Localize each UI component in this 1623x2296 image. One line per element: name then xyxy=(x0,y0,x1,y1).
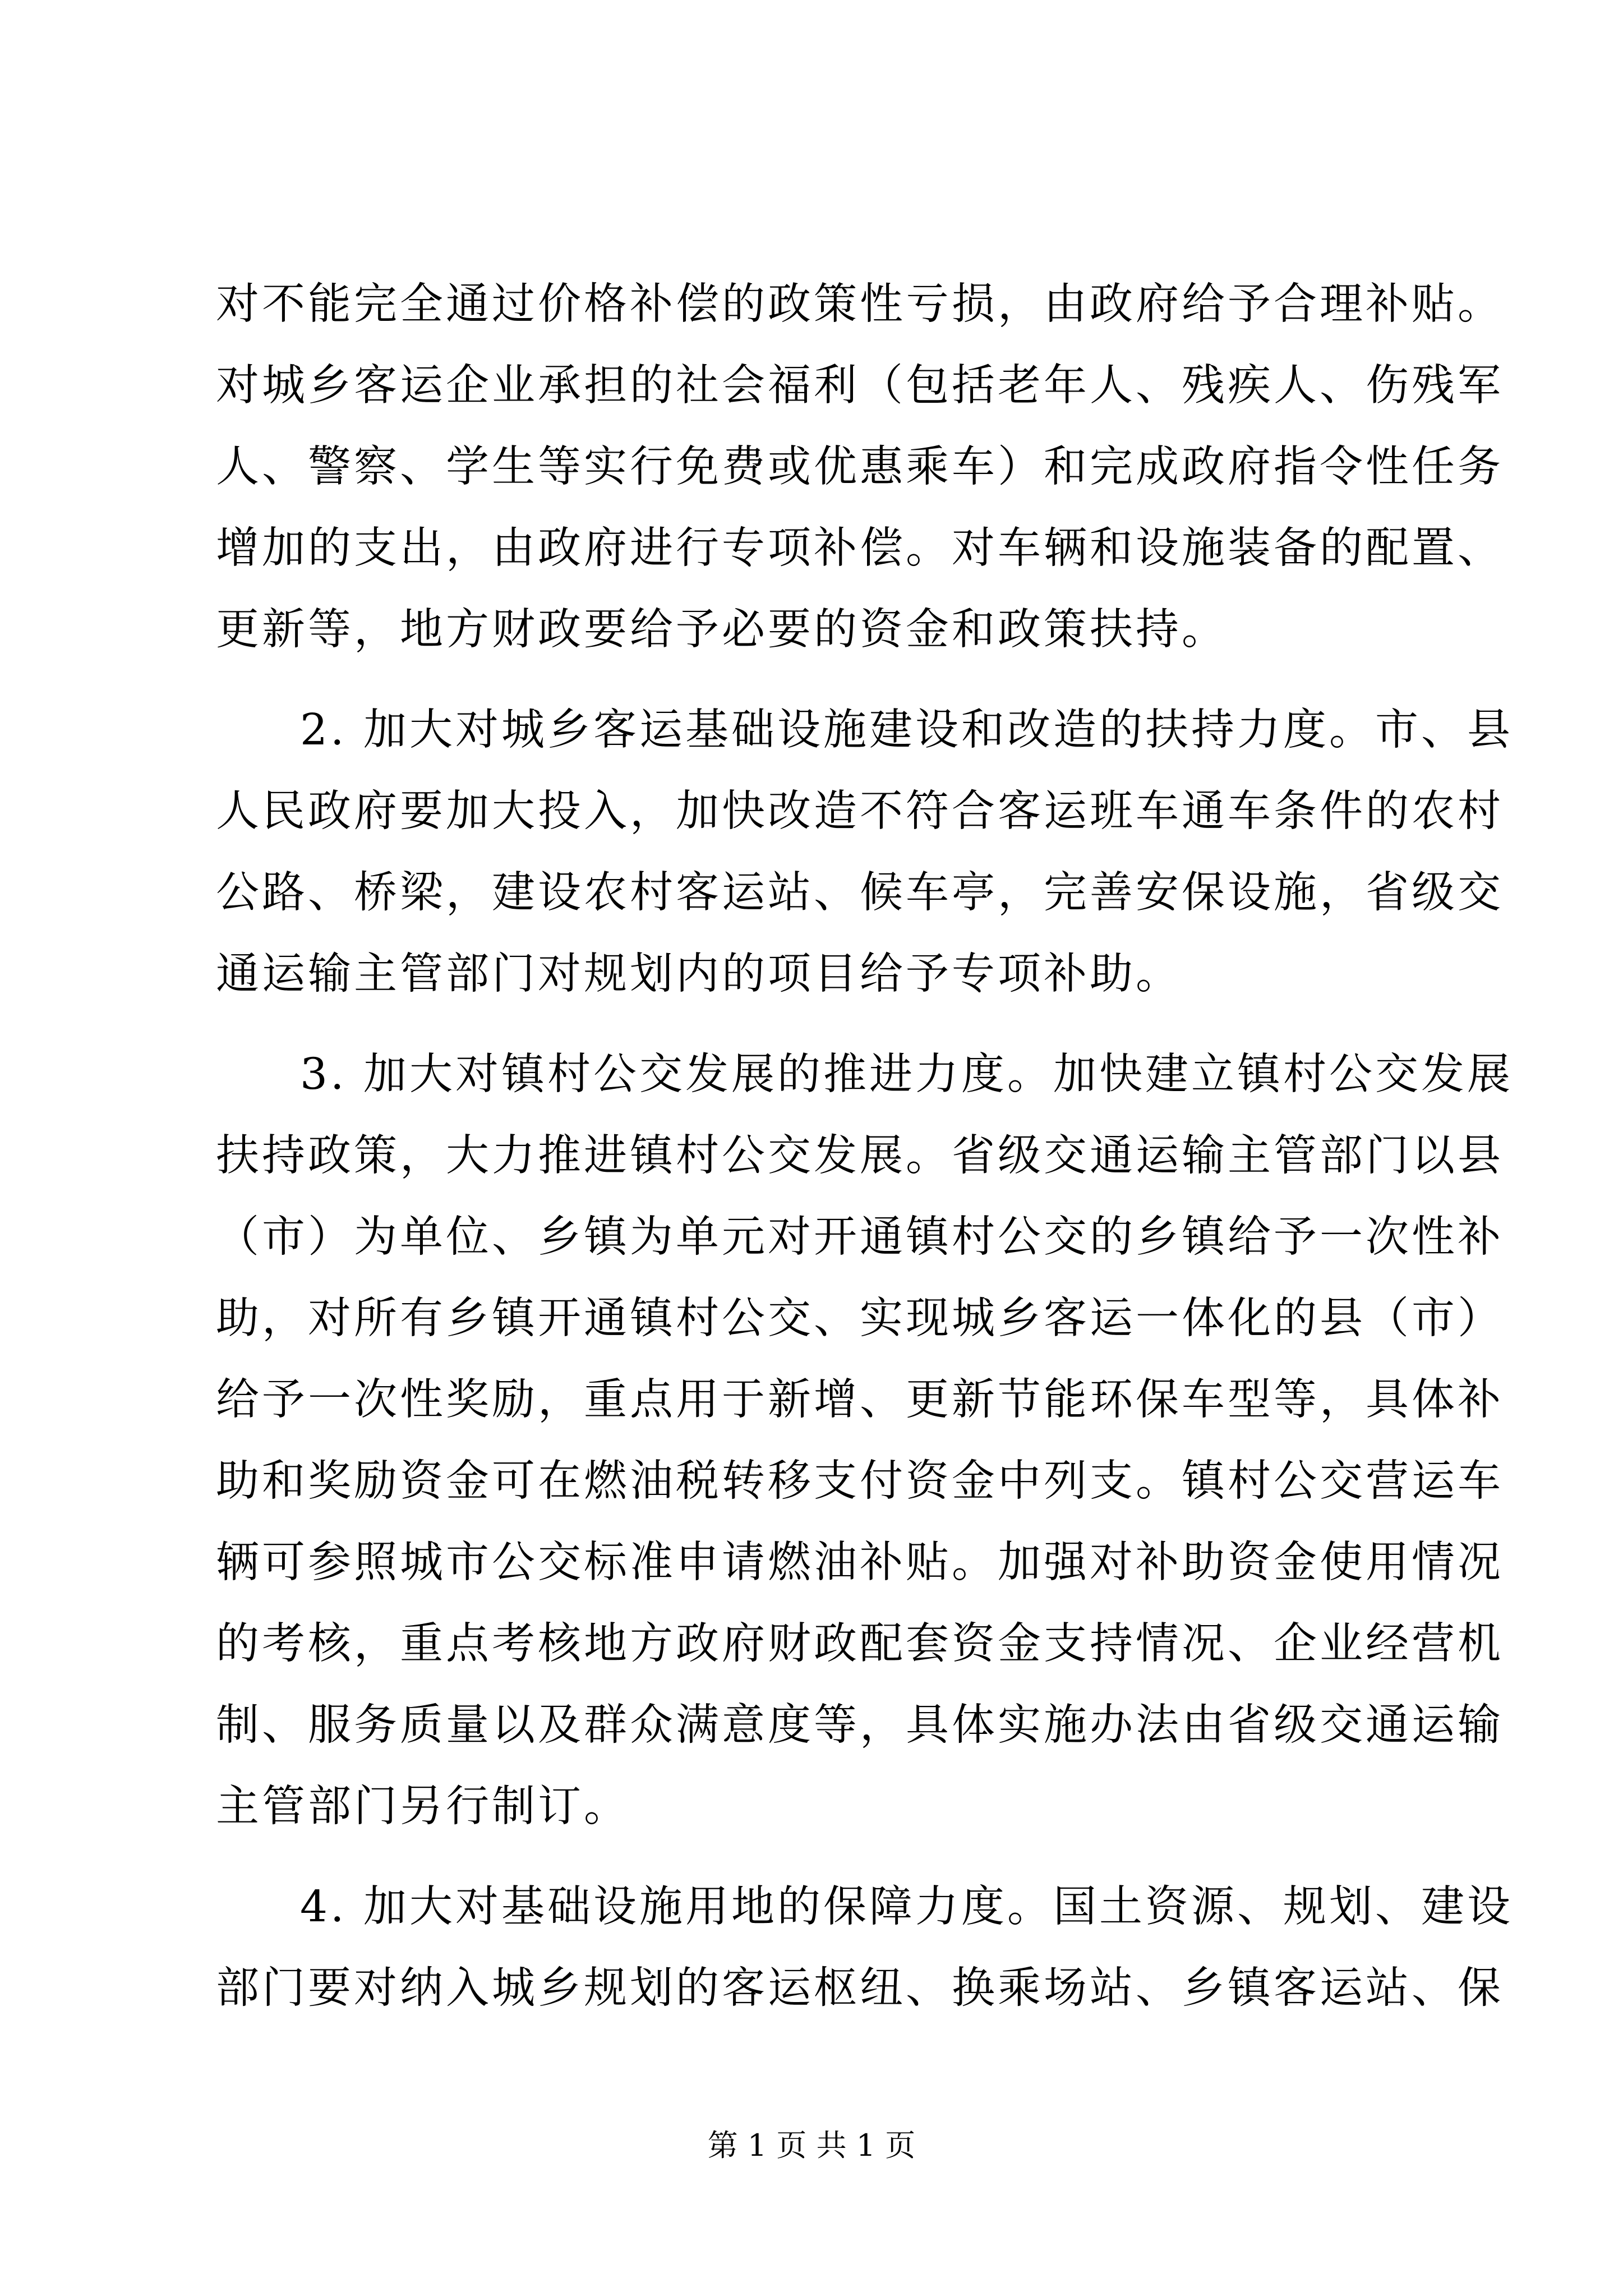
text-line: 增加的支出，由政府进行专项补偿。对车辆和设施装备的配置、 xyxy=(216,523,1504,573)
text-line: 主管部门另行制订。 xyxy=(216,1782,630,1832)
text-line: 部门要对纳入城乡规划的客运枢纽、换乘场站、乡镇客运站、保 xyxy=(216,1963,1504,2013)
paragraph-4-heading-line: 4. 加大对基础设施用地的保障力度。国土资源、规划、建设 xyxy=(300,1882,1513,1932)
page-footer: 第 1 页 共 1 页 xyxy=(707,2128,916,2163)
text-line: 对城乡客运企业承担的社会福利（包括老年人、残疾人、伤残军 xyxy=(216,361,1504,411)
text-line: 对不能完全通过价格补偿的政策性亏损，由政府给予合理补贴。 xyxy=(216,279,1504,329)
text-line: 公路、桥梁，建设农村客运站、候车亭，完善安保设施，省级交 xyxy=(216,868,1504,918)
paragraph-2-heading-line: 2. 加大对城乡客运基础设施建设和改造的扶持力度。市、县 xyxy=(300,705,1513,755)
document-body xyxy=(216,264,1513,2029)
text-line: 辆可参照城市公交标准申请燃油补贴。加强对补助资金使用情况 xyxy=(216,1538,1504,1588)
text-line: 人民政府要加大投入，加快改造不符合客运班车通车条件的农村 xyxy=(216,786,1504,836)
text-line: 助，对所有乡镇开通镇村公交、实现城乡客运一体化的县（市） xyxy=(216,1294,1504,1343)
text-line: 通运输主管部门对规划内的项目给予专项补助。 xyxy=(216,949,1182,999)
text-line: （市）为单位、乡镇为单元对开通镇村公交的乡镇给予一次性补 xyxy=(216,1212,1504,1262)
text-line: 助和奖励资金可在燃油税转移支付资金中列支。镇村公交营运车 xyxy=(216,1456,1504,1506)
paragraph-3-heading-line: 3. 加大对镇村公交发展的推进力度。加快建立镇村公交发展 xyxy=(300,1050,1513,1099)
text-line: 给予一次性奖励，重点用于新增、更新节能环保车型等，具体补 xyxy=(216,1375,1504,1425)
text-line: 扶持政策，大力推进镇村公交发展。省级交通运输主管部门以县 xyxy=(216,1131,1504,1181)
text-line: 人、警察、学生等实行免费或优惠乘车）和完成政府指令性任务 xyxy=(216,442,1504,492)
text-line: 制、服务质量以及群众满意度等，具体实施办法由省级交通运输 xyxy=(216,1700,1504,1750)
text-line: 的考核，重点考核地方政府财政配套资金支持情况、企业经营机 xyxy=(216,1619,1504,1669)
text-line: 更新等，地方财政要给予必要的资金和政策扶持。 xyxy=(216,605,1228,655)
